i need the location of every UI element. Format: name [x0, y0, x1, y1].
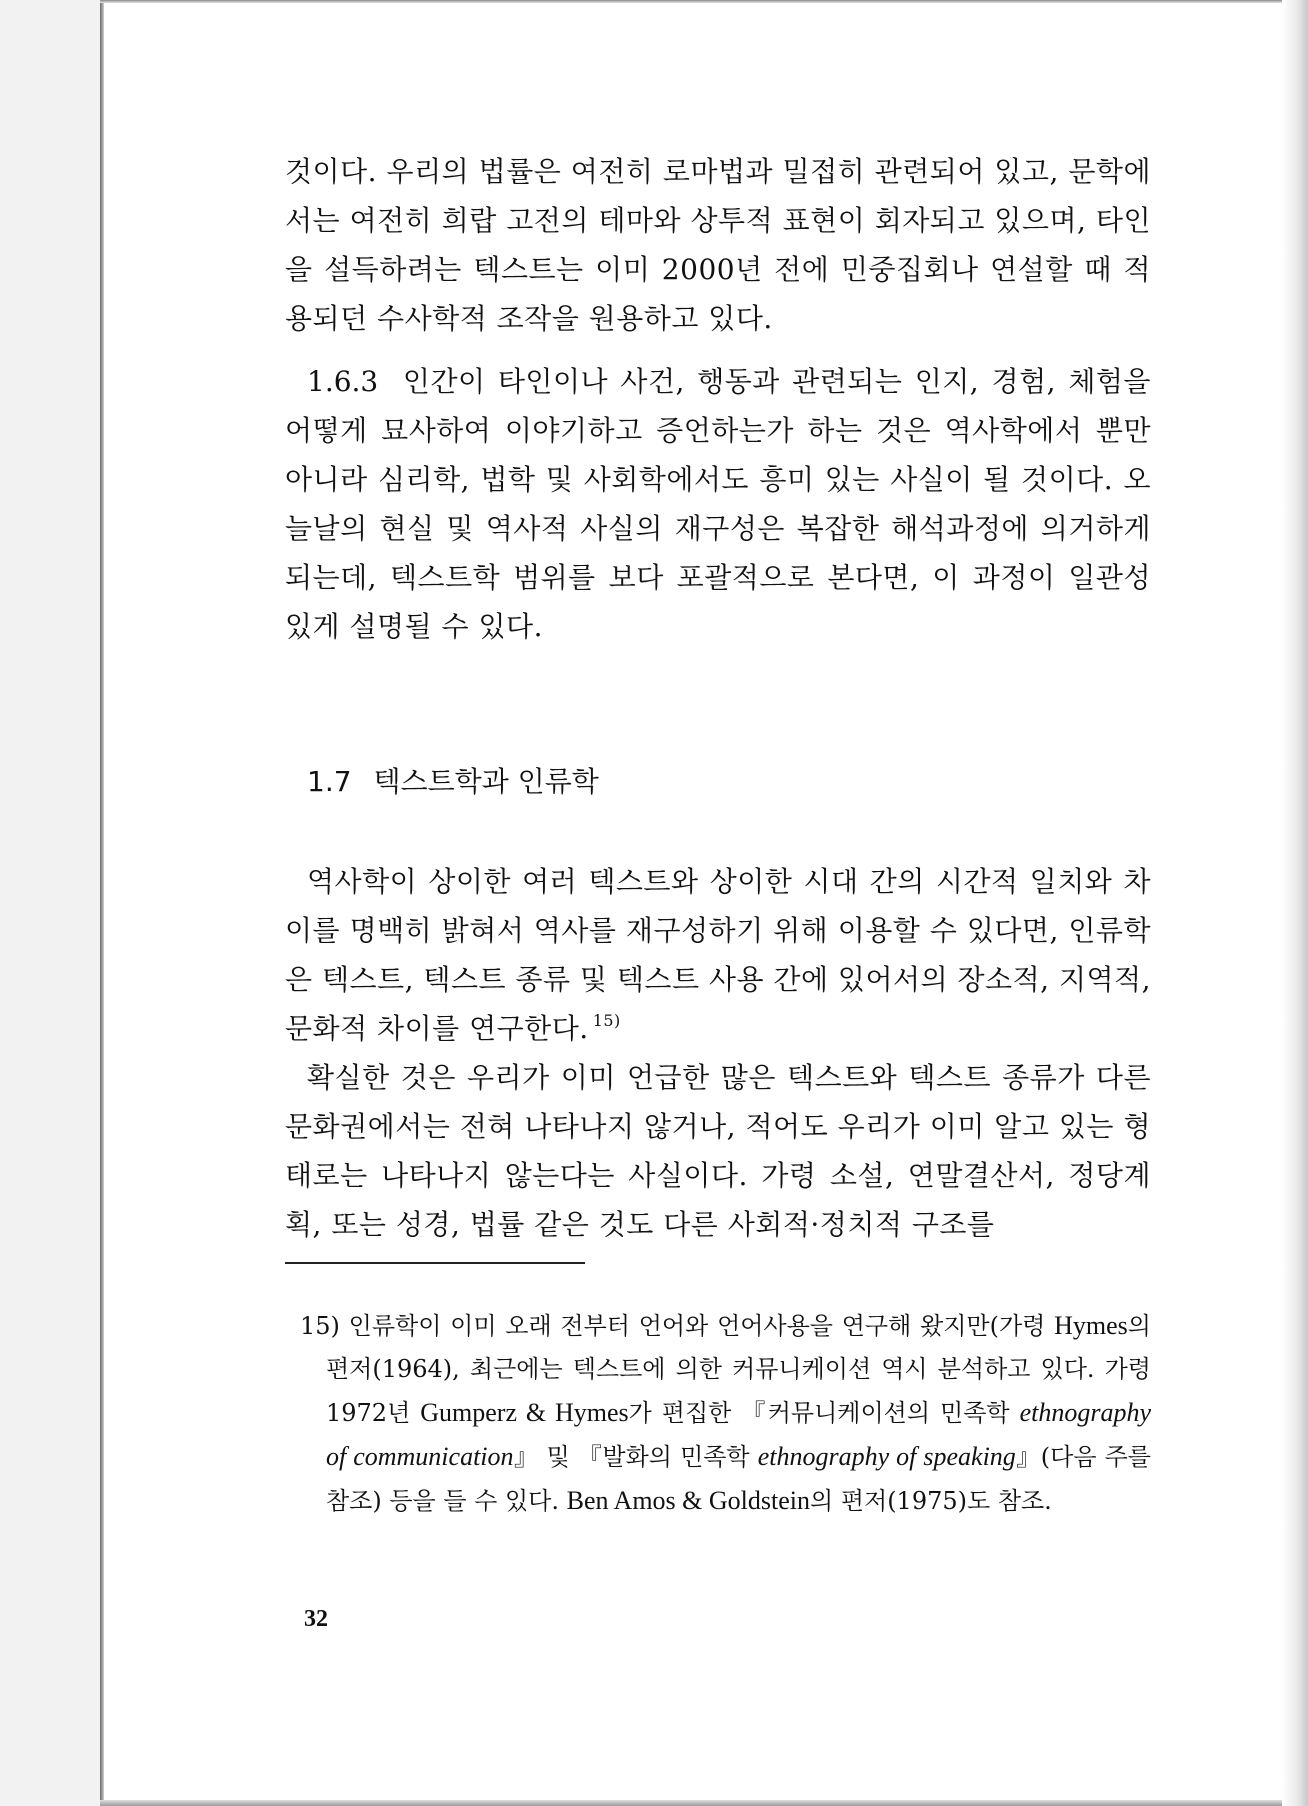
paragraph-3: [285, 857, 1151, 1053]
footnote-label: 15): [300, 1312, 340, 1340]
footnote-text: 가 편집한 『커뮤니케이션의 민족학: [628, 1399, 1020, 1427]
footnote-author: Gumperz & Hymes: [420, 1398, 629, 1427]
footnote-separator: [285, 1262, 585, 1264]
footnote-text: 인류학이 이미 오래 전부터 언어와 언어사용을 연구해 왔지만(가령: [348, 1312, 1055, 1340]
footnote-reference[interactable]: 15): [592, 1011, 621, 1030]
section-number: 1.6.3: [307, 365, 379, 398]
paragraph-2-text: 인간이 타인이나 사건, 행동과 관련되는 인지, 경험, 체험을 어떻게 묘사하여 이야기하고 증언하는가 하는 것은 역사학에서 뿐만 아니라 심리학, 법학 및 사회학에서도 흥미 있는 사실이 될 것이다. 오늘날의 현실 및 역사적 사실의 재구성은 복잡한 해석과정에 의거하게 되는데, 텍스트학 범위를 보다 포괄적으로 본다면, 이 과정이 일관성 있게 설명될 수 있다.: [285, 365, 1151, 643]
paragraph-1: 것이다. 우리의 법률은 여전히 로마법과 밀접히 관련되어 있고, 문학에서는 여전히 희랍 고전의 테마와 상투적 표현이 회자되고 있으며, 타인을 설득하려는 텍스트는 이미 2000년 전에 민중집회나 연설할 때 적용되던 수사학적 조작을 원용하고 있다.: [285, 155, 1151, 335]
footnote-italic-term: ethnography of speaking: [757, 1442, 1016, 1471]
page-edge-right: [1282, 0, 1308, 1806]
page-edge-left: [100, 0, 104, 1806]
section-1-6-3: [285, 357, 1151, 651]
footnote-italic-term: ethnography of communication: [326, 1398, 1151, 1471]
footnote-15: [300, 1304, 1151, 1523]
footnotes: [300, 1304, 1151, 1523]
footnote-author: Hymes: [1054, 1311, 1128, 1340]
footnote-text: 의 편저(1964), 최근에는 텍스트에 의한 커뮤니케이션 역시 분석하고 있다. 가령 1972년: [326, 1312, 1151, 1427]
paragraph-3-text: 역사학이 상이한 여러 텍스트와 상이한 시대 간의 시간적 일치와 차이를 명백히 밝혀서 역사를 재구성하기 위해 이용할 수 있다면, 인류학은 텍스트, 텍스트 종류 및 텍스트 사용 간에 있어서의 장소적, 지역적, 문화적 차이를 연구한다.: [285, 865, 1152, 1045]
footnote-text: 의 편저(1975)도 참조.: [810, 1487, 1052, 1515]
heading-title: 텍스트학과 인류학: [373, 765, 599, 798]
paragraph-2: [285, 357, 1151, 651]
page-edge-bottom: [100, 1800, 1308, 1806]
footnote-text: 』 및 『발화의 민족학: [513, 1443, 758, 1471]
viewer-gutter: [0, 0, 100, 1806]
page-number: 32: [304, 1606, 328, 1632]
paragraph-4: 확실한 것은 우리가 이미 언급한 많은 텍스트와 텍스트 종류가 다른 문화권에서는 전혀 나타나지 않거나, 적어도 우리가 이미 알고 있는 형태로는 나타나지 않는다는 사실이다. 가령 소설, 연말결산서, 정당계획, 또는 성경, 법률 같은 것도 다른 사회적·정치적 구조를: [285, 1061, 1151, 1241]
paragraph-continuation: [285, 147, 1151, 343]
footnote-author: Ben Amos & Goldstein: [566, 1486, 811, 1515]
footnote-text: 』(다음 주를 참조) 등을 들 수 있다.: [326, 1443, 1151, 1515]
section-heading: [307, 757, 599, 806]
page-edge-top: [100, 0, 1308, 3]
section-1-7-body: [285, 857, 1151, 1249]
heading-number: 1.7: [307, 765, 352, 798]
